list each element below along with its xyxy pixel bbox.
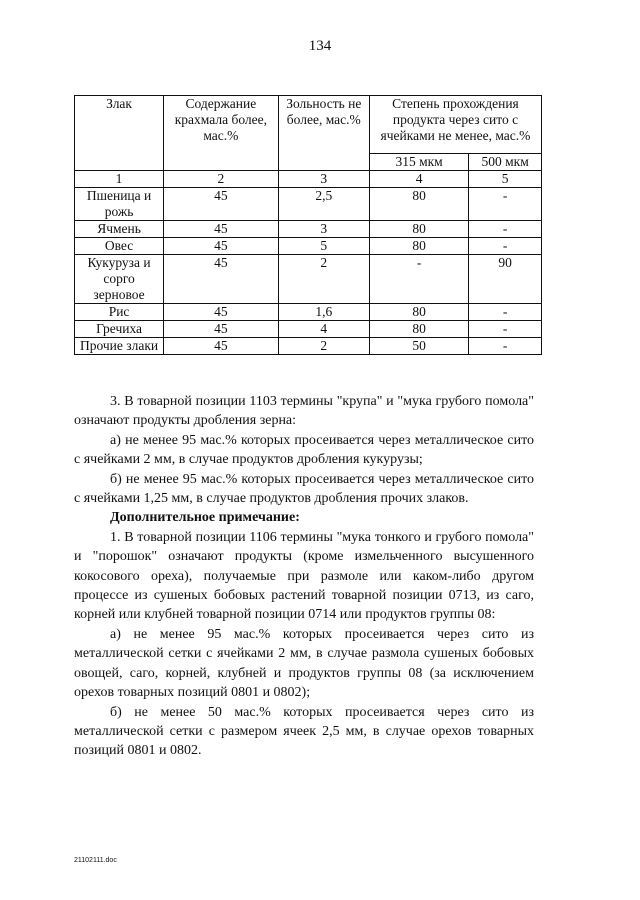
table-header-row [75,96,542,154]
table-cell-starch: 45 [164,238,279,255]
table-row [75,188,542,221]
table-cell-ash: 3 [278,221,369,238]
paragraph: б) не менее 50 мас.% которых просеивается через сито из металлической сетки с размером ячеек 2,5 мм, в случае орехов товарных позиций 0801 и 0802. [74,704,534,759]
table-cell-ash: 5 [278,238,369,255]
table-cell-grain: Овес [75,238,164,255]
table-row [75,338,542,355]
table-cell-s500: - [469,321,542,338]
table-cell-s500: - [469,221,542,238]
table-cell-s315: 80 [369,221,468,238]
paragraph: а) не менее 95 мас.% которых просеивается через металлическое сито с ячейками 2 мм, в случае продуктов дробления кукурузы; [74,432,534,468]
table-cell-s500: 90 [469,255,542,304]
table-cell-ash: 1,6 [278,304,369,321]
table-cell-s500: - [469,188,542,221]
column-number: 1 [75,171,164,188]
table-cell-starch: 45 [164,188,279,221]
table-cell-grain: Ячмень [75,221,164,238]
table-cell-ash: 4 [278,321,369,338]
paragraph: а) не менее 95 мас.% которых просеивается через сито из металлической сетки с ячейками 2 мм, в случае размола сушеных бобовых овощей, саго, корней, клубней и продуктов группы 08 (за исключением орехов товарных позиций 0801 и 0802); [74,626,534,701]
table-cell-ash: 2 [278,338,369,355]
table-cell-s315: 80 [369,304,468,321]
table-cell-starch: 45 [164,321,279,338]
table-cell-starch: 45 [164,255,279,304]
table-cell-s315: 50 [369,338,468,355]
table-cell-s500: - [469,238,542,255]
paragraph: 3. В товарной позиции 1103 термины "крупа" и "мука грубого помола" означают продукты дробления зерна: [74,394,534,429]
notes-text [74,392,534,761]
section-title: Дополнительное примечание: [110,510,300,526]
table-row [75,221,542,238]
header-starch: Содержание крахмала более, мас.% [164,96,279,171]
table-cell-grain: Кукуруза и сорго зерновое [75,255,164,304]
column-number: 3 [278,171,369,188]
header-sieve-315: 315 мкм [369,154,468,171]
grain-table [74,95,542,355]
column-number: 4 [369,171,468,188]
table-cell-ash: 2,5 [278,188,369,221]
table-cell-grain: Гречиха [75,321,164,338]
table-row [75,321,542,338]
header-grain: Злак [75,96,164,171]
table-cell-starch: 45 [164,338,279,355]
table-cell-s500: - [469,338,542,355]
table-cell-s500: - [469,304,542,321]
table-cell-ash: 2 [278,255,369,304]
paragraph: 1. В товарной позиции 1106 термины "мука тонкого и грубого помола" и "порошок" означают продукты (кроме измельченного высушенного кокосового ореха), получаемые при размоле или каком-либо другом процессе из сушеных бобовых растений товарной позиции 0713, из саго, корней или клубней товарной позиции 0714 или продуктов группы 08: [74,529,534,623]
table-body [75,188,542,355]
header-ash: Зольность не более, мас.% [278,96,369,171]
table-cell-s315: - [369,255,468,304]
table-row [75,238,542,255]
footer-filename: 21102111.doc [74,857,117,864]
table-cell-grain: Прочие злаки [75,338,164,355]
table-row [75,255,542,304]
header-sieve: Степень прохождения продукта через сито с ячейками не менее, мас.% [369,96,541,154]
table-column-numbers [75,171,542,188]
table-cell-grain: Рис [75,304,164,321]
table-cell-starch: 45 [164,221,279,238]
column-number: 5 [469,171,542,188]
page-number: 134 [308,38,332,54]
table-cell-s315: 80 [369,188,468,221]
table-row [75,304,542,321]
column-number: 2 [164,171,279,188]
table-cell-starch: 45 [164,304,279,321]
table-cell-s315: 80 [369,238,468,255]
paragraph: б) не менее 95 мас.% которых просеивается через металлическое сито с ячейками 1,25 мм, в случае продуктов дробления прочих злаков. [74,471,534,507]
table-cell-s315: 80 [369,321,468,338]
header-sieve-500: 500 мкм [469,154,542,171]
table-cell-grain: Пшеница и рожь [75,188,164,221]
